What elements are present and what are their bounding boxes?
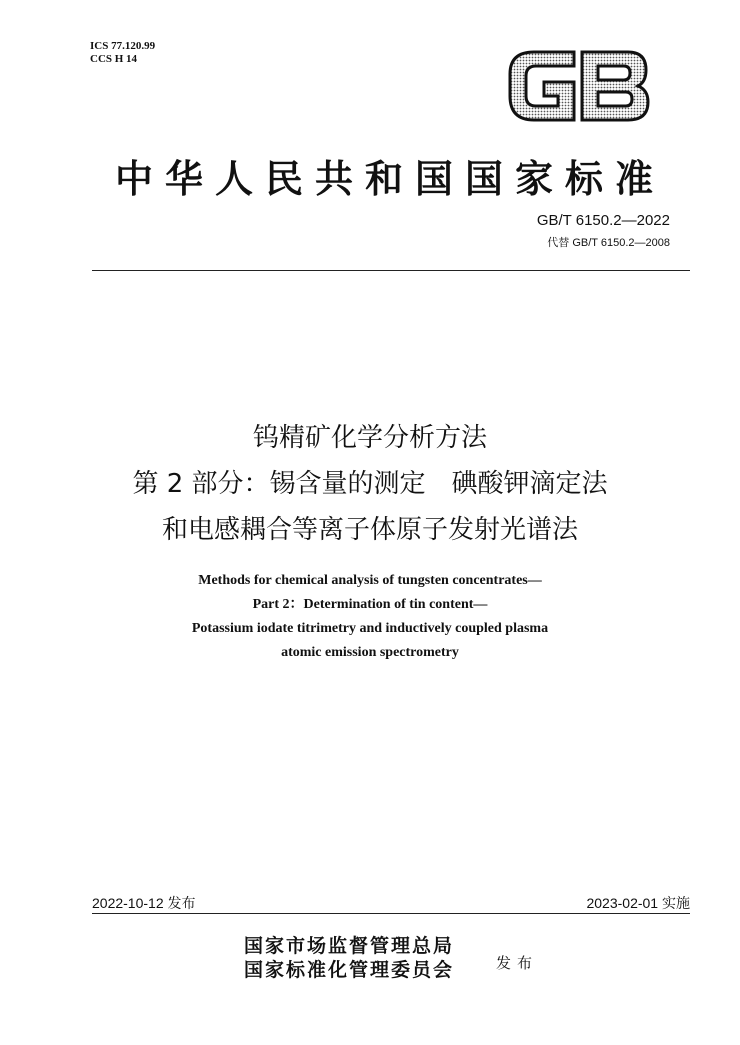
ccs-code: CCS H 14 <box>90 53 138 65</box>
replaces-standard: 代替 GB/T 6150.2—2008 <box>547 237 670 249</box>
issue-date: 2022-10-12 发布 <box>92 895 196 911</box>
ics-code: ICS 77.120.99 <box>90 40 156 52</box>
classification-codes <box>90 40 155 66</box>
gb-logo-icon <box>504 44 652 126</box>
chinese-title-line-1: 钨精矿化学分析方法 <box>252 423 487 453</box>
header-divider <box>92 270 690 271</box>
gb-logo <box>504 44 652 126</box>
standard-number: GB/T 6150.2—2022 <box>536 212 670 229</box>
english-title-line-4: atomic emission spectrometry <box>281 645 459 660</box>
english-title-line-1: Methods for chemical analysis of tungsten concentrates— <box>198 573 542 588</box>
national-standard-title: 中华人民共和国国家标准 <box>114 156 665 201</box>
chinese-title-line-3: 和电感耦合等离子体原子发射光谱法 <box>161 515 578 545</box>
chinese-document-title <box>40 415 700 553</box>
issuing-authorities <box>244 934 454 982</box>
chinese-title-line-2: 第 2 部分：锡含量的测定 碘酸钾滴定法 <box>132 469 608 499</box>
issuer-2: 国家标准化管理委员会 <box>244 959 455 981</box>
english-title-line-2: Part 2：Determination of tin content— <box>252 597 488 612</box>
footer-divider <box>92 913 690 914</box>
issuer-1: 国家市场监督管理总局 <box>244 935 455 957</box>
english-document-title <box>40 569 700 665</box>
publish-label: 发布 <box>496 954 539 972</box>
implementation-date: 2023-02-01 实施 <box>586 895 690 911</box>
english-title-line-3: Potassium iodate titrimetry and inductively coupled plasma <box>191 621 549 636</box>
